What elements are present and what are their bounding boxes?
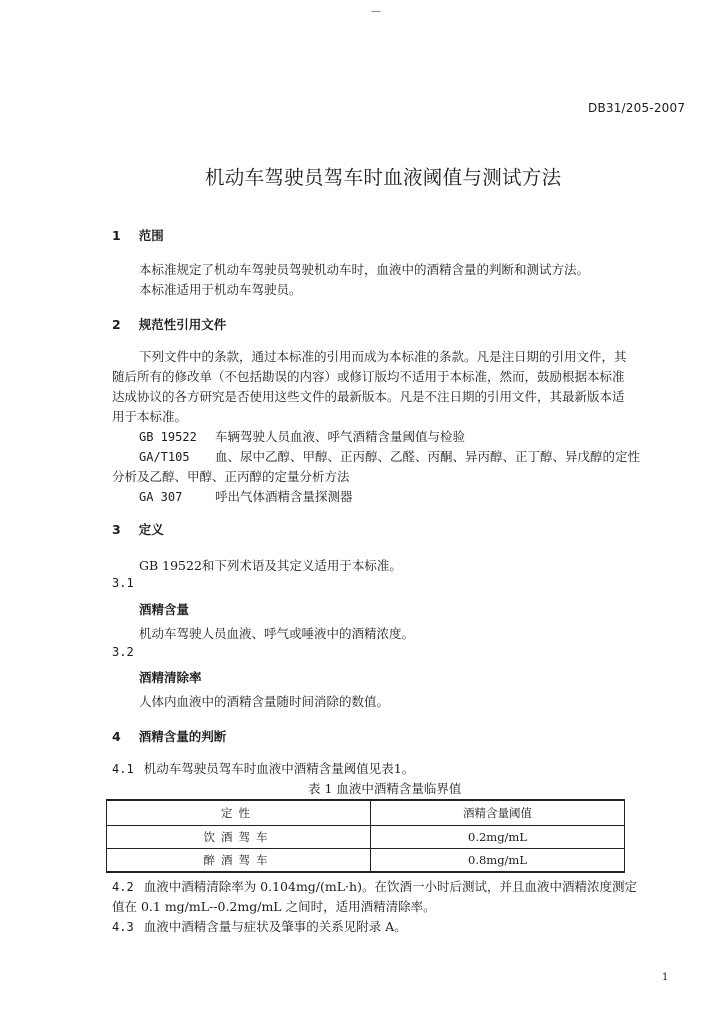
- definition-text: 机动车驾驶人员血液、呼气或唾液中的酒精浓度。: [139, 626, 415, 641]
- clause-number: 4.3: [112, 920, 134, 934]
- section-4-heading: [112, 727, 226, 745]
- section-number: 4: [112, 729, 121, 744]
- definition-term: 酒精清除率: [139, 670, 202, 685]
- section-2-line-3: 达成协议的各方研究是否使用这些文件的最新版本。凡是不注日期的引用文件，其最新版本适: [112, 389, 625, 404]
- clause-number: 4.2: [112, 880, 134, 894]
- table-row: [107, 849, 625, 873]
- section-3-intro: GB 19522和下列术语及其定义适用于本标准。: [139, 558, 402, 573]
- clause-text: 血液中酒精含量与症状及肇事的关系见附录 A。: [143, 919, 407, 934]
- clause-4-2-continuation: 值在 0.1 mg/mL--0.2mg/mL 之间时，适用酒精清除率。: [112, 899, 436, 914]
- table-header-cell: 定性: [107, 800, 371, 826]
- section-1-paragraph-1: 本标准规定了机动车驾驶员驾驶机动车时，血液中的酒精含量的判断和测试方法。: [139, 262, 590, 277]
- table-cell: 醉酒驾车: [107, 849, 371, 873]
- reference-title: 呼出气体酒精含量探测器: [215, 489, 353, 504]
- threshold-table: [106, 799, 625, 873]
- clause-4-3: [112, 917, 407, 935]
- table-row: [107, 826, 625, 849]
- definition-number: 3.1: [112, 576, 134, 590]
- section-number: 3: [112, 522, 121, 537]
- table-cell: 0.2mg/mL: [371, 826, 625, 849]
- section-2-heading: [112, 315, 226, 333]
- section-number: 2: [112, 317, 121, 332]
- definition-text: 人体内血液中的酒精含量随时间消除的数值。: [139, 694, 390, 709]
- section-2-line-2: 随后所有的修改单（不包括勘误的内容）或修订版均不适用于本标准，然而，鼓励根据本标准: [112, 369, 625, 384]
- section-title: 酒精含量的判断: [138, 729, 227, 744]
- section-number: 1: [112, 228, 121, 243]
- section-title: 规范性引用文件: [138, 317, 227, 332]
- document-title: 机动车驾驶员驾车时血液阈值与测试方法: [205, 166, 562, 189]
- table-cell: 0.8mg/mL: [371, 849, 625, 873]
- standard-code: DB31/205-2007: [588, 101, 686, 115]
- top-mark: —: [371, 6, 381, 17]
- section-1-paragraph-2: 本标准适用于机动车驾驶员。: [139, 282, 302, 297]
- reference-continuation: 分析及乙醇、甲醇、正丙醇的定量分析方法: [112, 469, 350, 484]
- page-number: 1: [662, 972, 669, 983]
- clause-4-1: [112, 759, 414, 777]
- reference-code: GA/T105: [139, 450, 190, 464]
- clause-4-2: [112, 877, 637, 895]
- clause-number: 4.1: [112, 762, 134, 776]
- section-2-line-4: 用于本标准。: [112, 409, 188, 424]
- table-header-row: [107, 800, 625, 826]
- reference-code: GB 19522: [139, 430, 197, 444]
- section-title: 范围: [138, 228, 164, 243]
- clause-text: 机动车驾驶员驾车时血液中酒精含量阈值见表1。: [143, 761, 415, 776]
- section-1-heading: [112, 226, 164, 244]
- reference-title: 血、尿中乙醇、甲醇、正丙醇、乙醛、丙酮、异丙醇、正丁醇、异戊醇的定性: [215, 449, 641, 464]
- reference-item: [139, 427, 465, 445]
- section-3-heading: [112, 520, 164, 538]
- section-title: 定义: [138, 522, 164, 537]
- section-2-line-1: 下列文件中的条款，通过本标准的引用而成为本标准的条款。凡是注日期的引用文件，其: [139, 349, 627, 364]
- reference-item: [139, 487, 353, 505]
- reference-code: GA 307: [139, 490, 183, 504]
- table-cell: 饮酒驾车: [107, 826, 371, 849]
- table-header-cell: 酒精含量阈值: [371, 800, 625, 826]
- definition-term: 酒精含量: [139, 602, 190, 617]
- reference-item: [139, 447, 640, 465]
- reference-title: 车辆驾驶人员血液、呼气酒精含量阈值与检验: [215, 429, 466, 444]
- clause-text: 血液中酒精清除率为 0.104mg/(mL·h)。在饮酒一小时后测试，并且血液中酒精浓度测定: [143, 879, 637, 894]
- table-caption: 表 1 血液中酒精含量临界值: [308, 781, 462, 796]
- definition-number: 3.2: [112, 645, 134, 659]
